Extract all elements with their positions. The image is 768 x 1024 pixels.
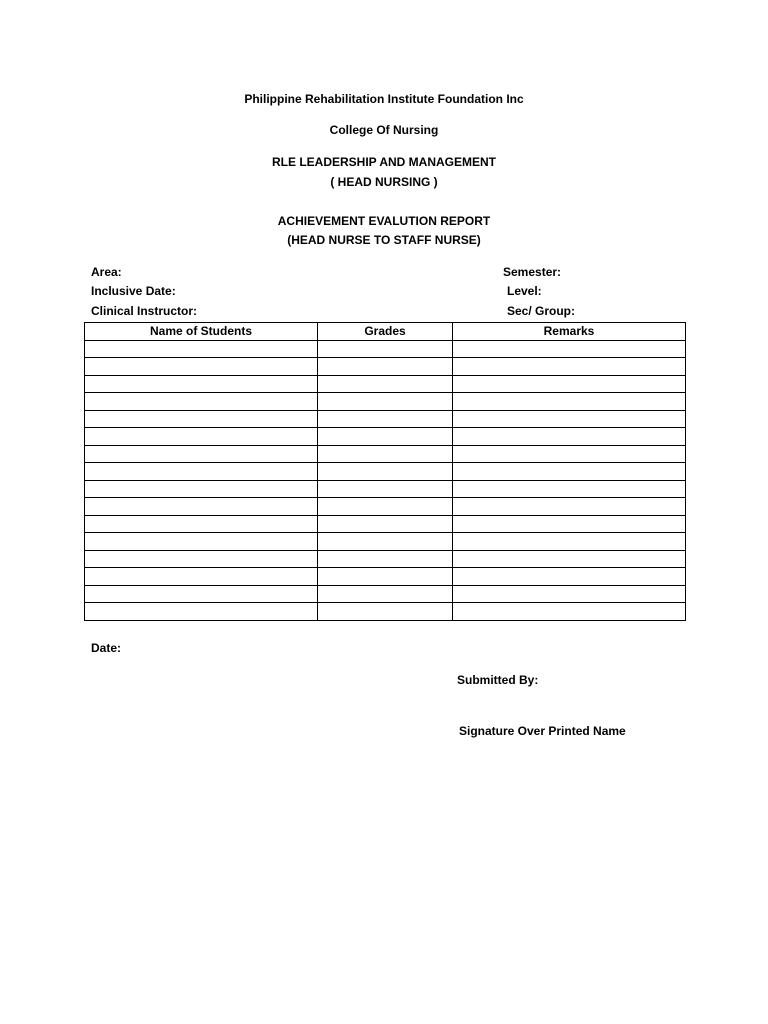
table-row <box>85 603 686 621</box>
date-label: Date: <box>91 641 122 655</box>
table-cell <box>85 445 318 463</box>
table-cell <box>85 428 318 446</box>
table-cell <box>318 533 453 551</box>
table-cell <box>453 498 686 516</box>
table-cell <box>85 480 318 498</box>
level-label: Level: <box>507 284 542 298</box>
table-cell <box>318 585 453 603</box>
table-cell <box>453 550 686 568</box>
column-header-remarks: Remarks <box>453 323 686 341</box>
table-row <box>85 515 686 533</box>
sec-group-label: Sec/ Group: <box>507 304 576 318</box>
table-cell <box>453 375 686 393</box>
table-cell <box>85 463 318 481</box>
table-cell <box>318 445 453 463</box>
table-cell <box>318 603 453 621</box>
table-row <box>85 428 686 446</box>
students-table <box>84 322 686 621</box>
table-row <box>85 533 686 551</box>
table-cell <box>85 340 318 358</box>
table-body <box>85 340 686 620</box>
table-cell <box>85 585 318 603</box>
table-cell <box>318 480 453 498</box>
table-row <box>85 463 686 481</box>
table-cell <box>318 375 453 393</box>
table-row <box>85 445 686 463</box>
table-cell <box>453 445 686 463</box>
table-cell <box>85 515 318 533</box>
table-cell <box>318 393 453 411</box>
table-cell <box>318 410 453 428</box>
table-cell <box>318 498 453 516</box>
institution-name: Philippine Rehabilitation Institute Foundation Inc <box>244 92 524 106</box>
table-cell <box>85 375 318 393</box>
table-row <box>85 375 686 393</box>
table-cell <box>318 340 453 358</box>
table-row <box>85 568 686 586</box>
table-row <box>85 340 686 358</box>
table-cell <box>453 585 686 603</box>
table-cell <box>453 428 686 446</box>
semester-label: Semester: <box>503 265 562 279</box>
table-cell <box>318 358 453 376</box>
table-row <box>85 358 686 376</box>
table-cell <box>318 463 453 481</box>
table-cell <box>318 428 453 446</box>
table-cell <box>453 340 686 358</box>
table-cell <box>453 463 686 481</box>
table-cell <box>318 550 453 568</box>
table-cell <box>453 410 686 428</box>
course-subtitle: ( HEAD NURSING ) <box>330 175 438 189</box>
table-cell <box>85 393 318 411</box>
table-row <box>85 480 686 498</box>
table-cell <box>453 533 686 551</box>
table-row <box>85 393 686 411</box>
inclusive-date-label: Inclusive Date: <box>91 284 176 298</box>
table-row <box>85 498 686 516</box>
table-row <box>85 550 686 568</box>
table-cell <box>453 480 686 498</box>
table-cell <box>453 515 686 533</box>
submitted-by-label: Submitted By: <box>457 673 539 687</box>
table-cell <box>453 393 686 411</box>
course-title: RLE LEADERSHIP AND MANAGEMENT <box>271 155 496 169</box>
table-row <box>85 585 686 603</box>
college-name: College Of Nursing <box>329 123 439 137</box>
column-header-name-of-students: Name of Students <box>85 323 318 341</box>
table-cell <box>85 410 318 428</box>
table-cell <box>85 568 318 586</box>
table-cell <box>85 498 318 516</box>
area-label: Area: <box>91 265 122 279</box>
table-cell <box>453 568 686 586</box>
report-subtitle: (HEAD NURSE TO STAFF NURSE) <box>287 233 481 247</box>
table-row <box>85 410 686 428</box>
table-header-row <box>85 323 686 341</box>
table-cell <box>318 568 453 586</box>
table-cell <box>453 358 686 376</box>
table-cell <box>453 603 686 621</box>
table-cell <box>85 358 318 376</box>
column-header-grades: Grades <box>318 323 453 341</box>
signature-label: Signature Over Printed Name <box>459 724 626 738</box>
clinical-instructor-label: Clinical Instructor: <box>91 304 198 318</box>
table-cell <box>318 515 453 533</box>
table-cell <box>85 603 318 621</box>
table-cell <box>85 533 318 551</box>
table-cell <box>85 550 318 568</box>
report-title: ACHIEVEMENT EVALUTION REPORT <box>277 214 491 228</box>
